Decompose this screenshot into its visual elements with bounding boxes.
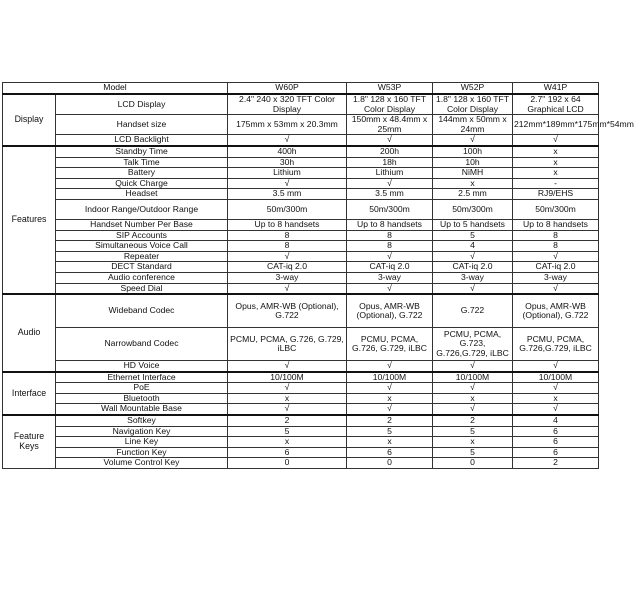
cell-w41p: 10/100M: [513, 372, 599, 383]
table-row: [3, 189, 599, 200]
cell-w60p: x: [228, 437, 347, 448]
feature-label: Handset Number Per Base: [56, 219, 228, 230]
feature-label: DECT Standard: [56, 262, 228, 273]
cell-w60p: √: [228, 404, 347, 415]
cell-w52p: 2: [433, 415, 513, 426]
cell-w53p: 8: [347, 230, 433, 241]
cell-w41p: √: [513, 135, 599, 146]
table-row: [3, 135, 599, 146]
cell-w60p: Up to 8 handsets: [228, 219, 347, 230]
feature-label: Talk Time: [56, 157, 228, 168]
cell-w52p: 144mm x 50mm x 24mm: [433, 115, 513, 135]
cell-w41p: x: [513, 168, 599, 179]
category-audio: Audio: [3, 294, 56, 372]
cell-w53p: 8: [347, 241, 433, 252]
cell-w53p: 1.8" 128 x 160 TFT Color Display: [347, 94, 433, 115]
table-row: [3, 415, 599, 426]
feature-label: Wall Mountable Base: [56, 404, 228, 415]
cell-w41p: √: [513, 283, 599, 294]
cell-w52p: x: [433, 437, 513, 448]
cell-w60p: CAT-iq 2.0: [228, 262, 347, 273]
cell-w60p: 2: [228, 415, 347, 426]
cell-w52p: 2.5 mm: [433, 189, 513, 200]
feature-label: Speed Dial: [56, 283, 228, 294]
category-feature-keys: Feature Keys: [3, 415, 56, 468]
cell-w41p: x: [513, 393, 599, 404]
feature-label: Ethernet Interface: [56, 372, 228, 383]
cell-w53p: √: [347, 361, 433, 372]
cell-w41p: 212mm*189mm*175mm*54mm: [513, 115, 599, 135]
cell-w60p: 3.5 mm: [228, 189, 347, 200]
feature-label: Function Key: [56, 447, 228, 458]
cell-w53p: 0: [347, 458, 433, 469]
cell-w52p: G.722: [433, 294, 513, 328]
cell-w60p: x: [228, 393, 347, 404]
feature-label: LCD Backlight: [56, 135, 228, 146]
cell-w60p: √: [228, 283, 347, 294]
cell-w53p: √: [347, 251, 433, 262]
category-features: Features: [3, 146, 56, 294]
cell-w60p: √: [228, 251, 347, 262]
cell-w52p: √: [433, 361, 513, 372]
feature-label: Audio conference: [56, 272, 228, 283]
table-row: [3, 230, 599, 241]
cell-w53p: 2: [347, 415, 433, 426]
feature-label: SIP Accounts: [56, 230, 228, 241]
cell-w52p: √: [433, 135, 513, 146]
header-w41p: W41P: [513, 83, 599, 95]
table-row: [3, 447, 599, 458]
feature-label: Wideband Codec: [56, 294, 228, 328]
cell-w53p: √: [347, 178, 433, 189]
cell-w60p: 6: [228, 447, 347, 458]
cell-w52p: x: [433, 393, 513, 404]
cell-w41p: √: [513, 383, 599, 394]
table-row: [3, 458, 599, 469]
table-row: [3, 199, 599, 219]
header-w53p: W53P: [347, 83, 433, 95]
table-row: [3, 262, 599, 273]
cell-w41p: 6: [513, 426, 599, 437]
cell-w52p: NiMH: [433, 168, 513, 179]
cell-w41p: 2: [513, 458, 599, 469]
feature-label: Standby Time: [56, 146, 228, 157]
cell-w41p: √: [513, 361, 599, 372]
feature-label: Volume Control Key: [56, 458, 228, 469]
cell-w41p: √: [513, 251, 599, 262]
cell-w53p: √: [347, 404, 433, 415]
feature-label: Handset size: [56, 115, 228, 135]
cell-w52p: x: [433, 178, 513, 189]
header-row: [3, 83, 599, 95]
feature-label: Indoor Range/Outdoor Range: [56, 199, 228, 219]
cell-w53p: Lithium: [347, 168, 433, 179]
table-row: [3, 115, 599, 135]
table-row: [3, 283, 599, 294]
feature-label: Line Key: [56, 437, 228, 448]
cell-w60p: 3-way: [228, 272, 347, 283]
cell-w60p: PCMU, PCMA, G.726, G.729, iLBC: [228, 328, 347, 361]
cell-w52p: 10h: [433, 157, 513, 168]
cell-w52p: √: [433, 283, 513, 294]
cell-w60p: √: [228, 361, 347, 372]
header-w60p: W60P: [228, 83, 347, 95]
table-row: [3, 372, 599, 383]
category-display: Display: [3, 94, 56, 146]
cell-w53p: CAT-iq 2.0: [347, 262, 433, 273]
cell-w53p: Opus, AMR-WB (Optional), G.722: [347, 294, 433, 328]
table-row: [3, 94, 599, 115]
cell-w52p: 5: [433, 426, 513, 437]
table-row: [3, 437, 599, 448]
cell-w41p: Opus, AMR-WB (Optional), G.722: [513, 294, 599, 328]
cell-w41p: CAT-iq 2.0: [513, 262, 599, 273]
cell-w52p: 4: [433, 241, 513, 252]
feature-label: LCD Display: [56, 94, 228, 115]
cell-w41p: x: [513, 146, 599, 157]
cell-w41p: √: [513, 404, 599, 415]
table-row: [3, 251, 599, 262]
table-row: [3, 393, 599, 404]
feature-label: HD Voice: [56, 361, 228, 372]
table-row: [3, 383, 599, 394]
table-row: [3, 219, 599, 230]
cell-w53p: 5: [347, 426, 433, 437]
cell-w41p: 8: [513, 241, 599, 252]
feature-label: Quick Charge: [56, 178, 228, 189]
cell-w53p: 6: [347, 447, 433, 458]
cell-w52p: Up to 5 handsets: [433, 219, 513, 230]
cell-w41p: 6: [513, 447, 599, 458]
cell-w41p: 8: [513, 230, 599, 241]
table-row: [3, 157, 599, 168]
cell-w60p: 8: [228, 241, 347, 252]
cell-w60p: 10/100M: [228, 372, 347, 383]
cell-w53p: 200h: [347, 146, 433, 157]
cell-w53p: 3-way: [347, 272, 433, 283]
cell-w53p: x: [347, 393, 433, 404]
cell-w60p: √: [228, 383, 347, 394]
table-row: [3, 294, 599, 328]
cell-w60p: 175mm x 53mm x 20.3mm: [228, 115, 347, 135]
table-row: [3, 404, 599, 415]
cell-w60p: 8: [228, 230, 347, 241]
cell-w41p: 4: [513, 415, 599, 426]
cell-w60p: Lithium: [228, 168, 347, 179]
table-row: [3, 272, 599, 283]
cell-w52p: 100h: [433, 146, 513, 157]
cell-w41p: 3-way: [513, 272, 599, 283]
cell-w52p: √: [433, 383, 513, 394]
cell-w52p: CAT-iq 2.0: [433, 262, 513, 273]
cell-w60p: √: [228, 178, 347, 189]
category-interface: Interface: [3, 372, 56, 415]
cell-w52p: 10/100M: [433, 372, 513, 383]
cell-w60p: 2.4" 240 x 320 TFT Color Display: [228, 94, 347, 115]
cell-w53p: √: [347, 135, 433, 146]
table-row: [3, 426, 599, 437]
cell-w53p: √: [347, 383, 433, 394]
feature-label: Narrowband Codec: [56, 328, 228, 361]
cell-w53p: 18h: [347, 157, 433, 168]
feature-label: Repeater: [56, 251, 228, 262]
cell-w60p: 5: [228, 426, 347, 437]
table-row: [3, 168, 599, 179]
cell-w53p: √: [347, 283, 433, 294]
comparison-table: [2, 82, 634, 469]
cell-w52p: 50m/300m: [433, 199, 513, 219]
feature-label: Navigation Key: [56, 426, 228, 437]
cell-w41p: PCMU, PCMA, G.726,G.729, iLBC: [513, 328, 599, 361]
cell-w41p: -: [513, 178, 599, 189]
cell-w52p: 1.8" 128 x 160 TFT Color Display: [433, 94, 513, 115]
cell-w53p: 10/100M: [347, 372, 433, 383]
comparison-sheet: [2, 82, 634, 469]
feature-label: Softkey: [56, 415, 228, 426]
cell-w52p: 5: [433, 230, 513, 241]
table-row: [3, 361, 599, 372]
cell-w41p: 50m/300m: [513, 199, 599, 219]
cell-w60p: 30h: [228, 157, 347, 168]
cell-w60p: 50m/300m: [228, 199, 347, 219]
cell-w53p: x: [347, 437, 433, 448]
table-row: [3, 178, 599, 189]
feature-label: Bluetooth: [56, 393, 228, 404]
cell-w53p: 150mm x 48.4mm x 25mm: [347, 115, 433, 135]
cell-w52p: √: [433, 404, 513, 415]
cell-w41p: Up to 8 handsets: [513, 219, 599, 230]
table-row: [3, 146, 599, 157]
cell-w60p: 400h: [228, 146, 347, 157]
cell-w60p: 0: [228, 458, 347, 469]
cell-w41p: RJ9/EHS: [513, 189, 599, 200]
cell-w60p: √: [228, 135, 347, 146]
cell-w52p: √: [433, 251, 513, 262]
cell-w52p: 3-way: [433, 272, 513, 283]
cell-w53p: Up to 8 handsets: [347, 219, 433, 230]
table-row: [3, 328, 599, 361]
feature-label: PoE: [56, 383, 228, 394]
header-w52p: W52P: [433, 83, 513, 95]
feature-label: Headset: [56, 189, 228, 200]
cell-w60p: Opus, AMR-WB (Optional), G.722: [228, 294, 347, 328]
header-model: Model: [3, 83, 228, 95]
cell-w41p: 6: [513, 437, 599, 448]
cell-w52p: PCMU, PCMA, G.723, G.726,G.729, iLBC: [433, 328, 513, 361]
cell-w41p: x: [513, 157, 599, 168]
cell-w52p: 5: [433, 447, 513, 458]
feature-label: Simultaneous Voice Call: [56, 241, 228, 252]
cell-w53p: 50m/300m: [347, 199, 433, 219]
cell-w41p: 2.7" 192 x 64 Graphical LCD: [513, 94, 599, 115]
cell-w53p: 3.5 mm: [347, 189, 433, 200]
cell-w53p: PCMU, PCMA, G.726, G.729, iLBC: [347, 328, 433, 361]
table-row: [3, 241, 599, 252]
cell-w52p: 0: [433, 458, 513, 469]
feature-label: Battery: [56, 168, 228, 179]
